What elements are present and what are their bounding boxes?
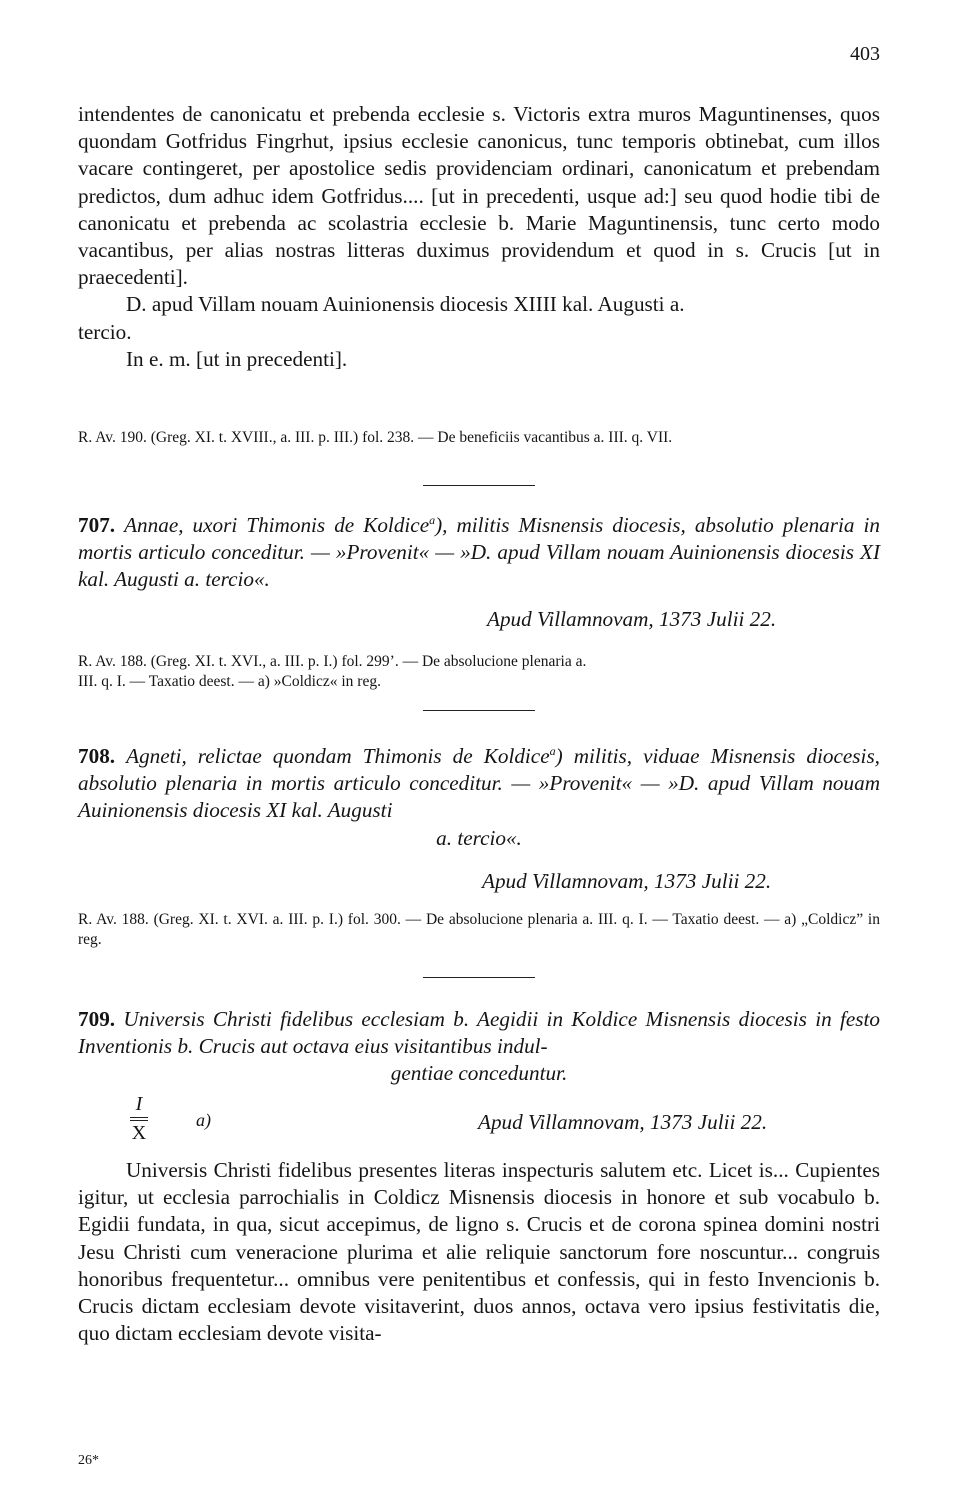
fraction-numerator: I [135, 1093, 143, 1115]
entry-regest-end: gentiae conceduntur. [390, 1061, 568, 1086]
entry-708-place-date: Apud Villamnovam, 1373 Julii 22. [482, 869, 772, 893]
date-line-continuation: tercio. [78, 319, 132, 344]
register-reference: R. Av. 190. (Greg. XI. t. XVIII., a. III. p. III.) fol. 238. — De beneficiis vacantibus a. III. q. VII. [78, 429, 673, 446]
opening-section [78, 101, 880, 373]
entry-709 [78, 1006, 880, 1088]
entry-number: 709. [78, 1007, 116, 1031]
entry-number: 708. [78, 744, 116, 768]
opening-paragraph: intendentes de canonicatu et prebenda ecclesie s. Victoris extra muros Maguntinenses, quos quondam Gotfridus Fingrhut, ipsius ecclesie canonicus, tunc temporis obtinebat, cum illos vacare contingeret, per apostolice sedis providenciam ordinari, canonicatum et prebendam predictos, dum adhuc idem Gotfridus.... [ut in precedenti, usque ad:] seu quod hodie tibi de canonicatu et prebenda ac scolastria ecclesie b. Marie Maguntinensis, tunc certo modo vacantibus, per alias nostras litteras duximus providendum et quod in s. Crucis [ut in praecedenti]. [78, 102, 880, 290]
footnote-marker: a [549, 743, 556, 758]
entry-707-reference-line2: III. q. I. — Taxatio deest. — a) »Coldicz« in reg. [78, 673, 381, 690]
entry-regest-cont: ), militis Misnensis diocesis, absolutio plenaria in mortis articulo conceditur. — »Provenit« — »D. apud Villam nouam Auinionensis diocesis XI kal. Augusti a. tercio«. [78, 513, 881, 592]
entry-709-place-date: Apud Villamnovam, 1373 Julii 22. [478, 1110, 768, 1134]
footnote-marker: a) [196, 1110, 211, 1130]
folio-signature: 26* [78, 1453, 99, 1468]
entry-707 [78, 512, 880, 594]
entry-708 [78, 743, 880, 852]
entry-708-reference: R. Av. 188. (Greg. XI. t. XVI. a. III. p. I.) fol. 300. — De absolucione plenaria a. III. q. I. — Taxatio deest. — a) „Coldicz” in reg. [78, 911, 880, 948]
in-eodem-modo-line: In e. m. [ut in precedenti]. [126, 346, 348, 371]
separator-rule [423, 485, 535, 486]
separator-rule [423, 710, 535, 711]
entry-regest: Annae, uxori Thimonis de Koldice [124, 513, 430, 537]
entry-regest-cont: ) militis, viduae Misnensis diocesis, absolutio plenaria in mortis articulo conceditur. — »Provenit« — »D. apud Villam nouam Auinionensis diocesis XI kal. Augusti [78, 744, 880, 823]
entry-707-reference-line1: R. Av. 188. (Greg. XI. t. XVI., a. III. p. I.) fol. 299’. — De absolucione plenaria a. [78, 653, 587, 670]
separator-rule [423, 977, 535, 978]
register-fraction [130, 1093, 148, 1143]
footnote-marker: a [429, 512, 436, 527]
document-text-paragraph: Universis Christi fidelibus presentes literas inspecturis salutem etc. Licet is... Cupientes igitur, ut ecclesia parrochialis in Coldicz Misnensis diocesis in honore et sub vocabulo b. Egidii fundata, in qua, sicut accepimus, de ligno s. Crucis et de corona spinea domini nostri Jesu Christi cum veneracione plurima et alie reliquie sanctorum fore noscuntur... congruis honoribus frequentetur... omnibus vere penitentibus et confessis, qui in festo Invencionis b. Crucis dictam ecclesiam devote visitaverint, duos annos, octava vero ipsius festivitatis die, quo dictam ecclesiam devote visita- [78, 1158, 880, 1346]
entry-regest: Universis Christi fidelibus ecclesiam b. Aegidii in Koldice Misnensis diocesis in festo Inventionis b. Crucis aut octava eius visitantibus indul- [78, 1007, 880, 1059]
date-line: D. apud Villam nouam Auinionensis diocesis XIIII kal. Augusti a. [126, 292, 685, 317]
entry-regest: Agneti, relictae quondam Thimonis de Koldice [126, 744, 550, 768]
entry-707-place-date: Apud Villamnovam, 1373 Julii 22. [487, 607, 777, 631]
fraction-denominator: X [131, 1122, 147, 1144]
entry-regest-end: a. tercio«. [436, 825, 522, 850]
page-number: 403 [850, 43, 880, 65]
entry-number: 707. [78, 513, 116, 537]
fraction-bar [130, 1120, 148, 1121]
fraction-bar [130, 1117, 148, 1118]
entry-709-text [78, 1157, 880, 1347]
